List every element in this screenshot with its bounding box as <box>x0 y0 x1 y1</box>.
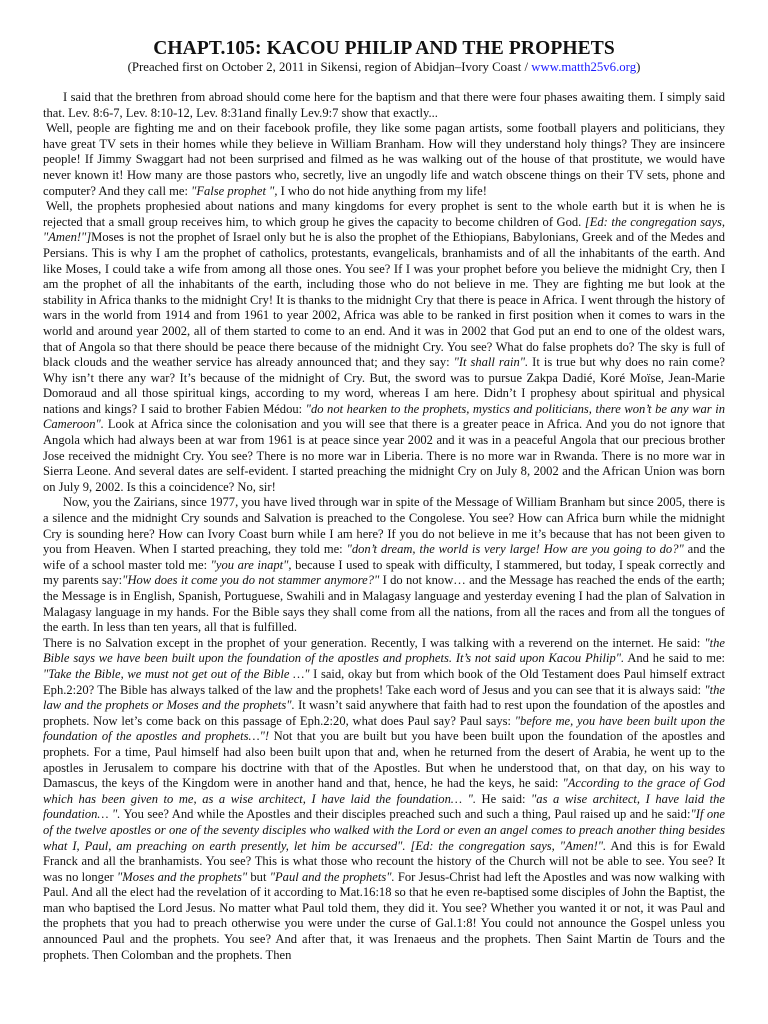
italic-quote: "as a wise architect, I have laid the foundation… ". <box>43 791 725 822</box>
italic-quote: "before me, you have been built upon the foundation of the apostles and prophets…"! <box>43 713 725 744</box>
paragraph-text: And he said to me: <box>624 651 726 666</box>
paragraph-text: I do not know… and the Message has reached the ends of the earth; the Message is in English, Spanish, Portuguese, Swahili and in Malagasy language and yesterday evening I had the plan of Salvation in Malagasy language in my hands. For the Bible says they shall come from all the nations, from all the races and from all the tongues of the earth. In less than ten years, all that is fulfilled. <box>43 573 726 635</box>
italic-quote: "the law and the prophets or Moses and the prophets". <box>43 682 725 713</box>
italic-quote: "Moses and the prophets" <box>117 869 248 884</box>
sermon-body <box>43 90 725 963</box>
italic-quote: "Take the Bible, we must not get out of the Bible …" <box>43 666 310 681</box>
italic-quote: "you are inapt", <box>210 557 292 572</box>
paragraph-text: And this is for Ewald Franck and all the branhamists. You see? This is what those who recount the history of the Church will not be able to see. You see? It was no longer <box>43 838 725 884</box>
paragraph-text: I said that the brethren from abroad should come here for the baptism and that there were four phases awaiting them. I simply said that. Lev. 8:6-7, Lev. 8:10-12, Lev. 8:31and finally Lev.9:7 show that exactly... <box>43 90 725 120</box>
paragraph-text: It is true but why does no rain come? Why isn’t there any war? It’s because of the midnight of Cry. But, the sword was to pursue Zakpa Dadié, Koré Moïse, Jean-Marie Domoraud and all those spiritual kings, according to my word, whereas I am here. Didn’t I prophesy about spiritual and physical nations and kings? I said to brother Fabien Médou: <box>43 355 725 416</box>
italic-quote: "the Bible says we have been built upon the foundation of the apostles and prophets. It’s not said upon Kacou Philip". <box>43 635 725 666</box>
paragraph-text: I said, okay but from which book of the Old Testament does Paul himself extract Eph.2:20? The Bible has always talked of the law and the prophets! Take each word of Jesus and you can see that it is always said: <box>43 666 725 697</box>
paragraph-text: You see? And while the Apostles and their disciples preached such and such a thing, Paul raised up and he said: <box>120 807 691 822</box>
body-paragraph <box>43 636 725 963</box>
paragraph-text: because I used to speak with difficulty, I stammered, but today, I speak correctly and my parents say: <box>43 557 725 588</box>
subtitle-close: ) <box>636 60 641 74</box>
sermon-subtitle <box>0 60 768 75</box>
paragraph-text: Not that you are built but you have been built upon the foundation of the apostles and prophets. For a time, Paul himself had also been built upon that and, when he returned from the desert of Arabia, he went up to the apostles in Jerusalem to compare his doctrine with that of the Apostles. But when he understood that, on that day, on his way to Damascus, the keys of the Kingdom were in another hand and that, hence, he had the keys, he said: <box>43 729 725 791</box>
website-link[interactable]: www.matth25v6.org <box>531 60 637 74</box>
paragraph-text: and the wife of a school master told me: <box>43 542 725 572</box>
italic-quote: "If one of the twelve apostles or one of the seventy disciples who walked with the Lord or even an angel comes to preach another thing besides what I, Paul, am preaching on earth presently, let him be accursed". [Ed: the congregation says, "Amen!". <box>43 807 726 853</box>
body-paragraph <box>43 199 725 495</box>
italic-quote: [Ed: the congregation says, "Amen!"] <box>43 214 725 245</box>
subtitle-text: (Preached first on October 2, 2011 in Sikensi, region of Abidjan–Ivory Coast / <box>127 60 532 74</box>
italic-quote: "How does it come you do not stammer anymore?" <box>122 573 380 588</box>
italic-quote: "False prophet ", <box>191 183 278 198</box>
paragraph-text: I who do not hide anything from my life! <box>277 183 487 198</box>
body-paragraph <box>43 90 725 121</box>
body-paragraph <box>43 121 725 199</box>
paragraph-text: but <box>247 869 270 884</box>
italic-quote: "It shall rain". <box>453 355 529 370</box>
paragraph-text: Now, you the Zairians, since 1977, you have lived through war in spite of the Message of William Branham but since 2005, there is a silence and the midnight Cry sounds and Salvation is preached to the Congolese. You see? How can Africa burn while the midnight Cry is sounding here? How can Ivory Coast burn while I am here? If you do not believe in me it’s because that has not been given to you from Heaven. When I started preaching, they told me: <box>43 495 725 557</box>
paragraph-text: Moses is not the prophet of Israel only but he is also the prophet of the Ethiopians, Babylonians, Greek and of the Medes and Persians. This is why I am the prophet of catholics, protestants, evangelicals, branhamists and of all the inhabitants of the earth. And like Moses, I could take a wife from among all those ones. You see? If I was your prophet before you believe the midnight Cry, then I am the prophet of all the inhabitants of the earth, including those who do not believe in me. They are fighting me but look at the stability in Africa thanks to the midnight Cry! It is thanks to the midnight Cry that there is peace in Africa. I went through the history of wars in the world from 1914 and from 1961 to year 2002, Africa was able to be ranked in first position when it comes to wars in the world and around year 2002, all of them started to come to an end. And it was in 2002 that God put an end to one of the oldest wars, that of Angola so that there should be peace there because of the midnight Cry. You see? What do false prophets do? The sky is full of black clouds and the weather service has already announced that; and they say: <box>43 230 725 370</box>
body-paragraph <box>43 495 725 635</box>
paragraph-text: Well, the prophets prophesied about nations and many kingdoms for every prophet is sent to the whole earth but it is when he is rejected that a small group receives him, to which group he gives the capacity to become children of God. <box>43 199 725 229</box>
chapter-title: CHAPT.105: KACOU PHILIP AND THE PROPHETS <box>153 38 615 59</box>
paragraph-text: It wasn’t said anywhere that faith had to rest upon the foundation of the apostles and prophets. Now let’s come back on this passage of Eph.2:20, what does Paul say? Paul says: <box>43 698 726 728</box>
paragraph-text: He said: <box>475 791 532 806</box>
paragraph-text: For Jesus-Christ had left the Apostles and was now walking with Paul. And all the elect had the revelation of it according to Mat.16:18 so that he even re-baptised some disciples of John the Baptist, the man who baptised the Lord Jesus. No matter what Paul told them, they did it. You see? Whether you wanted it or not, it was Paul and the prophets that you had to preach otherwise you were under the curse of Gal.1:8! You could not announce the Gospel unless you announced Paul and the prophets. You see? And after that, it was Irenaeus and the prophets. Then Saint Martin de Tours and the prophets. Then Colomban and the prophets. Then <box>43 869 725 962</box>
paragraph-text: There is no Salvation except in the prophet of your generation. Recently, I was talking with a reverend on the internet. He said: <box>43 635 705 650</box>
paragraph-text: Look at Africa since the colonisation and you will see that there is a greater peace in Africa. And you do not ignore that Angola which had always been at war from 1961 is at peace since year 2002 and it was in a peaceful Angola that our precious brother Jose received the midnight Cry. You see? There is no more war in Liberia. There is no more war in Rwanda. There is no more war in Sierra Leone. And several dates are self-evident. I started preaching the midnight Cry on July 8, 2002 and the African Union was born on July 9, 2002. Is this a coincidence? No, sir! <box>43 417 725 494</box>
italic-quote: "Paul and the prophets". <box>269 869 395 884</box>
paragraph-text: Well, people are fighting me and on their facebook profile, they like some pagan artists, some football players and politicians, they have great TV sets in their homes while they believe in William Branham. How will they understand holy things? They are insincere people! If Jimmy Swaggart had not been surprised and filmed as he was walking out of the house of that prostitute, we would have never known it! How many are those pastors who, secretly, live an ungodly life and watch obscene things on their TV sets, phone and computer? And they call me: <box>43 121 725 198</box>
italic-quote: "do not hearken to the prophets, mystics and politicians, there won’t be any war in Cameroon". <box>43 401 725 432</box>
italic-quote: "According to the grace of God which has been given to me, as a wise architect, I have laid the foundation… ". <box>43 776 726 806</box>
italic-quote: "don’t dream, the world is very large! How are you going to do?" <box>346 542 684 557</box>
